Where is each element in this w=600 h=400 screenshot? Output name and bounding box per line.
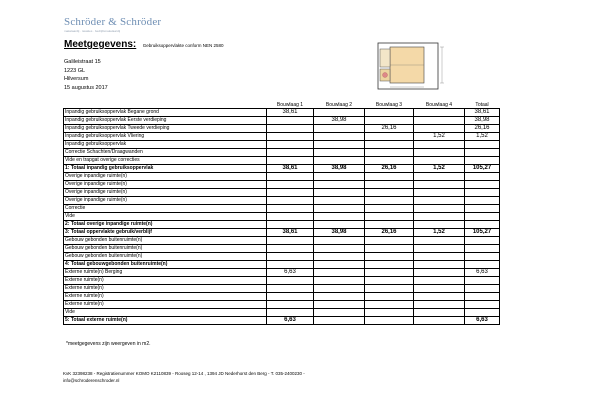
table-cell [267,149,314,157]
table-cell [414,309,465,317]
table-cell: 105,27 [465,165,500,173]
table-row [64,149,500,157]
table-cell [365,181,414,189]
table-cell [267,181,314,189]
table-cell [414,141,465,149]
table-cell: 26,16 [365,165,414,173]
table-cell [314,109,365,117]
table-cell [267,277,314,285]
table-row [64,109,500,117]
table-cell [267,237,314,245]
table-cell [465,277,500,285]
table-cell: 6,63 [267,317,314,325]
table-row [64,205,500,213]
row-label: Correctie [64,205,267,213]
table-cell [267,157,314,165]
table-cell: 38,61 [267,109,314,117]
table-total-row [64,229,500,237]
row-label: Externe ruimte(n) [64,301,267,309]
document-header [64,34,224,52]
row-label: Gebouw gebonden buitenruimte(n) [64,237,267,245]
table-cell [314,149,365,157]
table-cell [365,261,414,269]
row-label: Overige inpandige ruimte(n) [64,189,267,197]
table-row [64,189,500,197]
table-cell [414,157,465,165]
row-label: Inpandig gebruiksoppervlak Tweede verdieping [64,125,267,133]
table-cell [465,245,500,253]
table-cell [267,221,314,229]
row-label: 4: Totaal gebouwgebonden buitenruimte(n) [64,261,267,269]
table-cell [267,189,314,197]
row-label: Externe ruimte(n) [64,285,267,293]
row-label: Vide [64,213,267,221]
table-row [64,125,500,133]
table-cell: 1,52 [465,133,500,141]
address-date: 15 augustus 2017 [64,84,108,91]
address-street: Galileistraat 15 [64,59,101,65]
table-cell [314,277,365,285]
table-cell [267,253,314,261]
table-cell [414,181,465,189]
footer-registration: KvK 32398238 - Registratienummer KOMO K2110839 - Rooseg 12-14 , 1394 JD Nederhorst den Berg - T. 035-2400230 - [63,371,305,376]
table-cell [365,309,414,317]
table-cell [267,213,314,221]
table-cell: 1,52 [414,133,465,141]
table-cell [414,285,465,293]
table-cell [365,237,414,245]
column-header: Bouwlaag 2 [325,102,353,108]
table-cell [465,189,500,197]
table-cell [414,149,465,157]
table-cell [267,141,314,149]
table-cell: 38,98 [314,117,365,125]
table-header [64,100,500,109]
table-cell [414,269,465,277]
table-cell [465,237,500,245]
table-cell [365,221,414,229]
table-row [64,309,500,317]
table-row [64,141,500,149]
table-cell: 6,63 [267,269,314,277]
table-cell [267,197,314,205]
table-cell: 38,98 [314,165,365,173]
table-cell [267,261,314,269]
table-cell [314,125,365,133]
table-cell [465,293,500,301]
table-row [64,285,500,293]
table-row [64,173,500,181]
column-header [64,100,267,109]
table-cell [267,293,314,301]
footer-email: info@schroderenschroder.nl [63,378,120,383]
table-total-row [64,261,500,269]
table-cell: 38,98 [314,229,365,237]
table-cell [465,213,500,221]
table-cell [314,205,365,213]
row-label: Overige inpandige ruimte(n) [64,173,267,181]
row-label: Gebouw gebonden buitenruimte(n) [64,245,267,253]
column-header: Bouwlaag 3 [375,102,403,108]
column-header: Totaal [475,102,489,108]
table-row [64,213,500,221]
table-cell [365,317,414,325]
table-cell: 38,61 [465,109,500,117]
table-cell [414,125,465,133]
table-row [64,293,500,301]
table-cell: 6,63 [465,317,500,325]
table-row [64,269,500,277]
row-label: Vide [64,309,267,317]
table-cell [414,197,465,205]
table-cell [414,221,465,229]
table-cell [267,205,314,213]
page-subtitle: Gebruiksoppervlakte conform NEN 2580 [142,43,224,48]
table-cell [314,301,365,309]
table-row [64,301,500,309]
table-cell [365,133,414,141]
table-cell [267,301,314,309]
table-cell [465,301,500,309]
table-total-row [64,317,500,325]
table-cell [314,173,365,181]
table-row [64,197,500,205]
table-cell [314,293,365,301]
row-label: Inpandig gebruiksoppervlak Eerste verdieping [64,117,267,125]
table-cell [365,269,414,277]
column-header: Bouwlaag 4 [425,102,453,108]
table-cell [365,213,414,221]
table-cell [314,237,365,245]
table-cell [365,205,414,213]
table-cell [314,189,365,197]
table-row [64,277,500,285]
table-cell: 38,98 [465,117,500,125]
row-label: Externe ruimte(n) [64,293,267,301]
table-cell: 38,61 [267,165,314,173]
row-label: Overige inpandige ruimte(n) [64,197,267,205]
row-label: Gebouw gebonden buitenruimte(n) [64,253,267,261]
address-postcode: 1223 GL [64,67,86,74]
table-cell [414,253,465,261]
table-cell: 105,27 [465,229,500,237]
table-cell [465,221,500,229]
table-total-row [64,165,500,173]
table-cell [365,109,414,117]
table-cell [314,133,365,141]
row-label: Inpandig gebruiksoppervlak [64,141,267,149]
column-header: Bouwlaag 1 [276,102,304,108]
row-label: Externe ruimte(n) Berging [64,269,267,277]
table-cell [314,213,365,221]
table-cell [465,157,500,165]
table-cell [365,189,414,197]
table-cell [267,285,314,293]
table-cell [414,237,465,245]
company-footer [63,370,523,384]
table-cell [414,277,465,285]
table-cell [465,205,500,213]
table-total-row [64,221,500,229]
table-cell [414,245,465,253]
table-cell [465,253,500,261]
row-label: Inpandig gebruiksoppervlak Vliering [64,133,267,141]
table-cell [465,173,500,181]
table-cell [314,157,365,165]
table-cell [465,285,500,293]
table-cell [365,293,414,301]
table-cell [414,173,465,181]
row-label: 5: Totaal externe ruimte(n) [64,317,267,325]
table-cell [314,197,365,205]
row-label: Vide en trapgat overige correcties [64,157,267,165]
table-row [64,133,500,141]
address-city: Hilversum [64,76,89,82]
table-cell [414,317,465,325]
table-row [64,181,500,189]
table-cell [365,173,414,181]
company-logo [64,16,194,33]
table-cell [314,253,365,261]
logo-tagline: makelaardij · taxaties · bedrijfsmakelaardij [64,29,121,33]
table-cell [465,141,500,149]
table-cell [414,205,465,213]
table-cell [267,309,314,317]
table-row [64,237,500,245]
table-cell [414,261,465,269]
row-label: Correctie Schachten/Draagwanden [64,149,267,157]
table-cell [314,221,365,229]
table-cell [365,253,414,261]
table-cell: 26,16 [365,125,414,133]
table-cell [465,261,500,269]
row-label: Externe ruimte(n) [64,277,267,285]
table-cell [365,117,414,125]
row-label: 3: Totaal oppervlakte gebruik/verblijf [64,229,267,237]
table-cell [314,141,365,149]
table-cell [465,197,500,205]
table-cell [414,301,465,309]
table-cell [267,125,314,133]
table-cell [314,261,365,269]
table-cell: 26,16 [465,125,500,133]
table-row [64,157,500,165]
row-label: Overige inpandige ruimte(n) [64,181,267,189]
table-cell [267,173,314,181]
table-cell [267,117,314,125]
table-cell [365,301,414,309]
table-cell [414,109,465,117]
table-cell: 6,63 [465,269,500,277]
table-cell [414,293,465,301]
table-cell [314,269,365,277]
table-cell [365,285,414,293]
table-cell: 1,52 [414,229,465,237]
logo-name: Schröder & Schröder [64,16,162,28]
table-cell [314,245,365,253]
table-cell: 1,52 [414,165,465,173]
table-cell [465,149,500,157]
table-cell [365,149,414,157]
table-cell: 26,16 [365,229,414,237]
table-cell [465,309,500,317]
floor-plan-image [376,41,456,91]
table-cell [365,157,414,165]
table-row [64,245,500,253]
table-cell [465,181,500,189]
row-label: 2: Totaal overige inpandige ruimte(n) [64,221,267,229]
measurements-table [63,100,500,325]
units-note: *meetgegevens zijn weergeven in m2. [66,341,151,347]
row-label: Inpandig gebruiksoppervlak Begane grond [64,109,267,117]
table-cell [365,277,414,285]
page-title: Meetgegevens: [64,39,137,50]
table-cell [314,181,365,189]
table-row [64,253,500,261]
address-block [64,58,108,92]
table-cell [314,317,365,325]
table-cell [314,309,365,317]
row-label: 1: Totaal inpandig gebruiksoppervlak [64,165,267,173]
table-cell [267,133,314,141]
table-cell [314,285,365,293]
table-cell [414,117,465,125]
table-cell [365,197,414,205]
table-cell [414,213,465,221]
table-cell: 38,61 [267,229,314,237]
table-cell [365,141,414,149]
table-cell [267,245,314,253]
table-row [64,117,500,125]
table-cell [414,189,465,197]
table-cell [365,245,414,253]
